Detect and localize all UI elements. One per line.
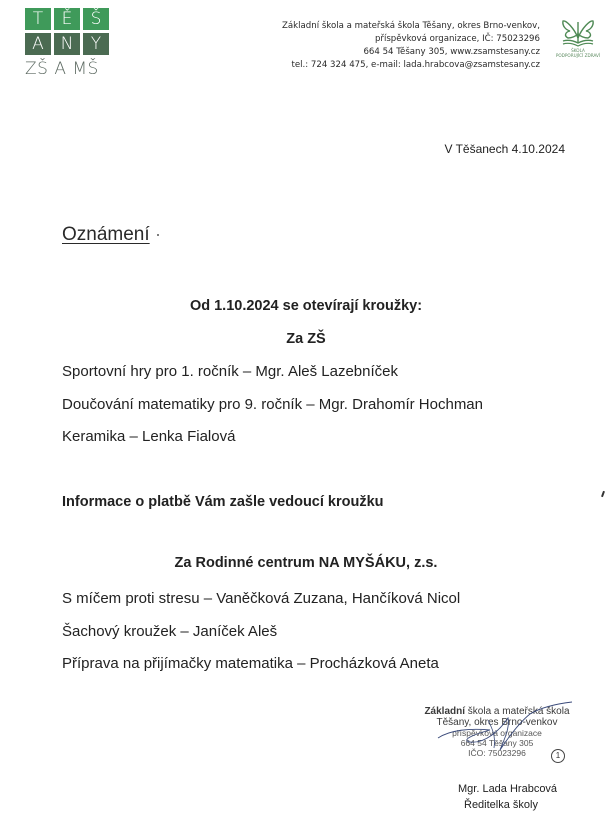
address-line: 664 54 Těšany 305, www.zsamstesany.cz <box>363 47 540 57</box>
logo-grid <box>25 8 115 55</box>
club-item: Příprava na přijímačky matematika – Procházková Aneta <box>62 655 439 672</box>
date-line: V Těšanech 4.10.2024 <box>444 142 565 156</box>
stamp-line-5: IČO: 75023296 <box>468 748 526 758</box>
logo-subtitle: ZŠ A MŠ <box>25 59 99 79</box>
signer-role: Ředitelka školy <box>464 799 538 811</box>
section-heading-zs: Za ZŠ <box>286 331 326 347</box>
signer-name: Mgr. Lada Hrabcová <box>458 783 558 795</box>
section-heading-rc: Za Rodinné centrum NA MYŠÁKU, z.s. <box>174 555 438 571</box>
logo-letter: Ě <box>54 8 80 30</box>
club-item: Doučování matematiky pro 9. ročník – Mgr. Drahomír Hochman <box>62 396 483 413</box>
stamp-line-4: 664 54 Těšany 305 <box>460 738 534 748</box>
badge-text-2: PODPORUJÍCÍ ZDRAVÍ <box>555 53 601 58</box>
club-item: S míčem proti stresu – Vaněčková Zuzana, Hančíková Nicol <box>62 590 461 607</box>
health-school-badge <box>553 16 603 58</box>
logo-letter: Y <box>83 33 109 55</box>
stamp-line-1-rest: škola a mateřská škola <box>465 706 570 717</box>
club-item: Sportovní hry pro 1. ročník – Mgr. Aleš Lazebníček <box>62 363 399 380</box>
stamp-line-2: Těšany, okres Brno-venkov <box>436 717 558 728</box>
stamp-line-1 <box>422 706 572 717</box>
payment-info: Informace o platbě Vám zašle vedoucí kroužku <box>62 494 384 510</box>
logo-letter: Š <box>83 8 109 30</box>
scan-mark <box>601 491 605 497</box>
school-stamp <box>422 706 572 758</box>
address-line: příspěvková organizace, IČ: 75023296 <box>374 34 540 44</box>
signer-block <box>458 781 557 813</box>
club-item: Šachový kroužek – Janíček Aleš <box>62 623 278 640</box>
stamp-line-1-bold: Základní <box>424 706 466 717</box>
logo-letter: N <box>54 33 80 55</box>
letterhead-address <box>282 20 540 72</box>
school-logo <box>25 8 115 79</box>
address-line: Základní škola a mateřská škola Těšany, okres Brno-venkov, <box>282 21 540 31</box>
logo-letter: T <box>25 8 51 30</box>
logo-letter: A <box>25 33 51 55</box>
stray-mark <box>157 234 159 236</box>
club-item: Keramika – Lenka Fialová <box>62 428 236 445</box>
stamp-number: 1 <box>551 749 565 763</box>
document-title: Oznámení <box>62 224 150 245</box>
stamp-line-3: příspěvková organizace <box>452 728 542 738</box>
opening-heading: Od 1.10.2024 se otevírají kroužky: <box>189 298 423 314</box>
butterfly-book-icon <box>560 16 596 48</box>
address-line: tel.: 724 324 475, e-mail: lada.hrabcova@zsamstesany.cz <box>291 60 540 70</box>
badge-text-1: ŠKOLA <box>571 48 585 53</box>
